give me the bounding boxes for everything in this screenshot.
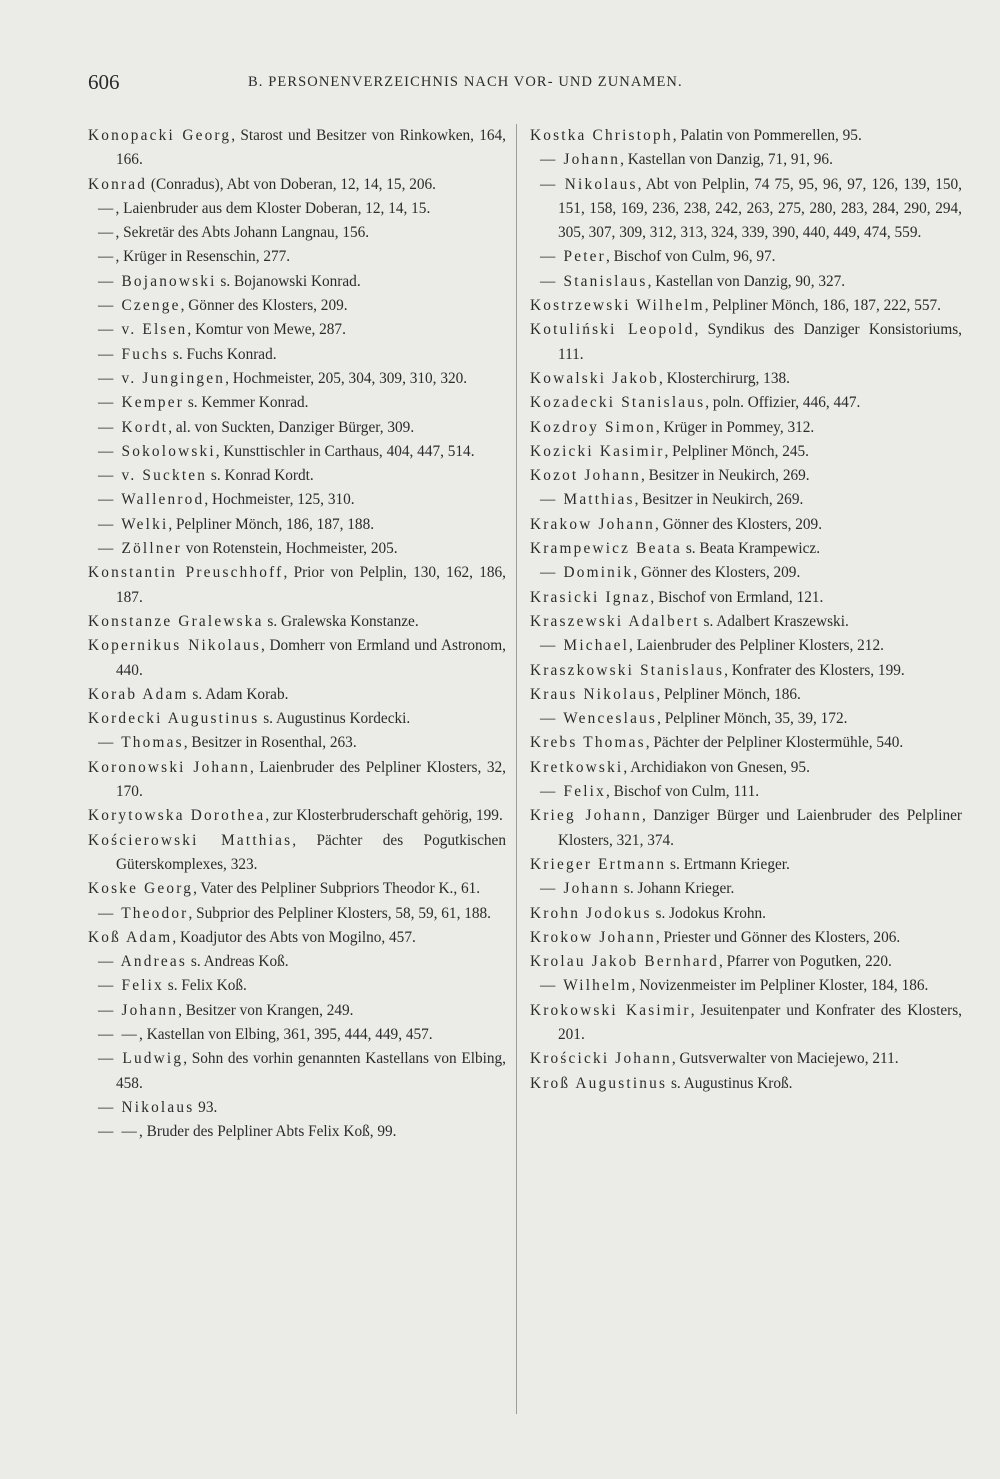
- index-entry: [530, 586, 962, 610]
- entry-text: , Laienbruder des Pelpliner Klosters, 32, 170.: [116, 758, 506, 801]
- index-entry: [88, 804, 506, 828]
- entry-name: Kościerowski Matthias: [88, 831, 293, 849]
- entry-name: Kordecki Augustinus: [88, 710, 260, 728]
- entry-text: , Palatin von Pommerellen, 95.: [672, 127, 862, 144]
- entry-text: s. Beata Krampewicz.: [682, 540, 821, 558]
- index-entry: [88, 537, 506, 561]
- index-entry: [530, 974, 962, 998]
- entry-text: , Kastellan von Elbing, 361, 395, 444, 449, 457.: [139, 1025, 433, 1043]
- entry-name: — Fuchs: [98, 345, 170, 363]
- entry-name: —: [98, 224, 116, 242]
- index-entry: [88, 756, 506, 805]
- index-entry: [530, 416, 962, 440]
- entry-text: , Laienbruder aus dem Kloster Doberan, 12, 14, 15.: [115, 199, 431, 217]
- entry-text: , Pelpliner Mönch, 186.: [656, 685, 801, 703]
- entry-text: , Abt von Pelplin, 74 75, 95, 96, 97, 126, 139, 150, 151, 158, 169, 236, 238, 242, 263, 275, 280, 283, 284, 290, 294, 305, 307, 309, 312, 313, 324, 339, 390, 440, 449, 474, 559.: [558, 175, 963, 242]
- entry-text: , Kastellan von Danzig, 90, 327.: [647, 272, 846, 290]
- entry-name: — Matthias: [540, 491, 635, 509]
- index-entry: [530, 634, 962, 658]
- index-entry: [88, 829, 506, 878]
- index-entry: [530, 1072, 962, 1096]
- entry-text: , Krüger in Resenschin, 277.: [115, 248, 291, 266]
- entry-name: Krokow Johann: [530, 928, 656, 946]
- entry-name: — Wenceslaus: [540, 710, 658, 728]
- entry-text: (Conradus), Abt von Doberan, 12, 14, 15, 206.: [147, 175, 436, 193]
- entry-text: , Jesuitenpater und Konfrater des Klosters, 201.: [558, 1001, 962, 1043]
- entry-name: — Michael: [540, 637, 630, 655]
- entry-name: Koske Georg: [88, 880, 194, 898]
- index-entry: [88, 294, 506, 318]
- entry-text: 93.: [194, 1098, 218, 1116]
- entry-name: Kotuliński Leopold: [530, 321, 695, 339]
- entry-text: , Laienbruder des Pelpliner Klosters, 212.: [629, 637, 884, 655]
- entry-name: — Johann: [540, 880, 621, 898]
- index-entry: [530, 318, 962, 367]
- index-entry: [530, 877, 962, 901]
- entry-text: s. Adalbert Kraszewski.: [699, 612, 849, 630]
- entry-text: , Bischof von Culm, 96, 97.: [605, 248, 776, 266]
- index-entry: [88, 902, 506, 926]
- entry-text: , Sohn des vorhin genannten Kastellans von Elbing, 458.: [116, 1050, 507, 1092]
- entry-text: , Besitzer in Neukirch, 269.: [634, 491, 804, 509]
- index-entry: [88, 245, 506, 269]
- index-entry: [88, 950, 506, 974]
- entry-text: , al. von Suckten, Danziger Bürger, 309.: [168, 418, 415, 436]
- index-entry: [530, 124, 962, 148]
- entry-text: , Pelpliner Mönch, 186, 187, 222, 557.: [704, 297, 941, 315]
- entry-text: , Gönner des Klosters, 209.: [180, 297, 348, 315]
- index-entry: [530, 537, 962, 561]
- index-entry: [88, 124, 506, 173]
- index-entry: [88, 707, 506, 731]
- index-entry: [88, 1096, 506, 1120]
- index-entry: [530, 804, 962, 853]
- entry-name: — —: [98, 1025, 140, 1043]
- entry-name: Korytowska Dorothea: [88, 807, 266, 825]
- entry-text: , Koadjutor des Abts von Mogilno, 457.: [172, 928, 416, 946]
- entry-name: — Kordt: [98, 418, 169, 436]
- entry-name: — Stanislaus: [540, 272, 648, 290]
- index-entry: [88, 391, 506, 415]
- entry-text: , Klosterchirurg, 138.: [658, 369, 790, 387]
- index-entry: [88, 634, 506, 683]
- entry-text: s. Augustinus Kroß.: [667, 1074, 793, 1092]
- entry-name: — Nikolaus: [540, 175, 638, 193]
- running-title: B. PERSONENVERZEICHNIS NACH VOR- UND ZUNAMEN.: [248, 74, 683, 90]
- index-entry: [530, 999, 962, 1048]
- entry-name: Krieg Johann: [530, 807, 642, 825]
- entry-text: , Komtur von Mewe, 287.: [187, 321, 346, 339]
- entry-name: Krasicki Ignaz: [530, 588, 651, 606]
- index-entry: [530, 853, 962, 877]
- entry-name: Kretkowski: [530, 758, 624, 776]
- index-entry: [530, 707, 962, 731]
- page-number: 606: [88, 70, 120, 94]
- index-entry: [530, 926, 962, 950]
- entry-text: , Archidiakon von Gnesen, 95.: [623, 758, 810, 776]
- entry-name: — v. Jungingen: [98, 369, 226, 387]
- entry-text: s. Konrad Kordt.: [207, 467, 314, 485]
- entry-text: , Vater des Pelpliner Subpriors Theodor K., 61.: [193, 880, 481, 898]
- index-entry: [88, 731, 506, 755]
- entry-name: Kozdroy Simon: [530, 418, 656, 436]
- entry-text: , Pelpliner Mönch, 186, 187, 188.: [168, 515, 375, 533]
- entry-name: Krościcki Johann: [530, 1050, 672, 1068]
- entry-text: , Priester und Gönner des Klosters, 206.: [655, 928, 901, 946]
- entry-name: Kroß Augustinus: [530, 1074, 668, 1092]
- left-column: [88, 124, 506, 1144]
- entry-text: , Gönner des Klosters, 209.: [633, 564, 801, 582]
- entry-text: , Danziger Bürger und Laienbruder des Pelpliner Klosters, 321, 374.: [558, 807, 962, 849]
- entry-text: , Krüger in Pommey, 312.: [655, 418, 815, 436]
- entry-name: — Johann: [540, 151, 621, 169]
- entry-name: — —: [98, 1123, 140, 1141]
- entry-name: — Wilhelm: [540, 977, 632, 995]
- entry-text: s. Adam Korab.: [188, 685, 289, 703]
- entry-name: Kozot Johann: [530, 467, 641, 485]
- entry-text: , Syndikus des Danziger Konsistoriums, 111.: [558, 321, 962, 363]
- entry-text: , Subprior des Pelpliner Klosters, 58, 59, 61, 188.: [188, 904, 491, 922]
- entry-name: — Kemper: [98, 394, 184, 412]
- entry-text: s. Gralewska Konstanze.: [263, 612, 419, 630]
- entry-text: s. Andreas Koß.: [187, 953, 289, 971]
- entry-text: , Besitzer in Rosenthal, 263.: [183, 734, 357, 752]
- entry-text: s. Ertmann Krieger.: [666, 855, 790, 873]
- index-entry: [530, 488, 962, 512]
- index-entry: [530, 294, 962, 318]
- entry-text: , Pfarrer von Pogutken, 220.: [718, 953, 892, 971]
- entry-text: , Pächter des Pogutkischen Güterskomplexes, 323.: [116, 831, 506, 873]
- index-entry: [530, 440, 962, 464]
- entry-name: — Ludwig: [98, 1050, 184, 1068]
- index-entry: [530, 902, 962, 926]
- index-entry: [530, 731, 962, 755]
- entry-text: , Gutsverwalter von Maciejewo, 211.: [671, 1050, 899, 1068]
- index-entry: [530, 561, 962, 585]
- entry-name: — Dominik: [540, 564, 634, 582]
- index-entry: [530, 950, 962, 974]
- entry-name: Kraszkowski Stanislaus: [530, 661, 725, 679]
- index-entry: [88, 221, 506, 245]
- entry-name: Krohn Jodokus: [530, 904, 652, 922]
- entry-text: , Bruder des Pelpliner Abts Felix Koß, 99.: [139, 1123, 397, 1141]
- index-entry: [88, 926, 506, 950]
- entry-text: s. Bojanowski Konrad.: [216, 272, 361, 290]
- index-entry: [88, 561, 506, 610]
- entry-name: —: [98, 248, 116, 266]
- index-entry: [88, 270, 506, 294]
- entry-text: , Pächter der Pelpliner Klostermühle, 540.: [645, 734, 904, 752]
- index-entry: [88, 974, 506, 998]
- index-entry: [88, 877, 506, 901]
- entry-text: , Besitzer von Krangen, 249.: [178, 1001, 354, 1019]
- entry-name: Krokowski Kasimir: [530, 1001, 691, 1019]
- entry-text: , Hochmeister, 205, 304, 309, 310, 320.: [225, 369, 468, 387]
- entry-text: , Gönner des Klosters, 209.: [655, 515, 823, 533]
- entry-text: s. Kemmer Konrad.: [184, 394, 309, 412]
- entry-text: , Besitzer in Neukirch, 269.: [640, 467, 810, 485]
- entry-text: s. Augustinus Kordecki.: [259, 710, 411, 728]
- entry-name: Kraus Nikolaus: [530, 685, 657, 703]
- index-entry: [88, 999, 506, 1023]
- entry-name: —: [98, 199, 116, 217]
- entry-text: , Pelpliner Mönch, 245.: [664, 442, 809, 460]
- entry-name: Krampewicz Beata: [530, 540, 682, 558]
- entry-name: Krolau Jakob Bernhard: [530, 953, 719, 971]
- index-entry: [530, 756, 962, 780]
- index-entry: [88, 464, 506, 488]
- entry-name: — v. Suckten: [98, 467, 208, 485]
- entry-text: , Pelpliner Mönch, 35, 39, 172.: [657, 710, 848, 728]
- index-entry: [530, 1047, 962, 1071]
- index-entry: [88, 197, 506, 221]
- entry-text: s. Jodokus Krohn.: [651, 904, 766, 922]
- index-entry: [530, 513, 962, 537]
- index-entry: [88, 1047, 506, 1096]
- entry-text: s. Fuchs Konrad.: [169, 345, 277, 363]
- entry-name: — v. Elsen: [98, 321, 188, 339]
- entry-name: — Nikolaus: [98, 1098, 195, 1116]
- index-entry: [530, 270, 962, 294]
- index-entry: [88, 343, 506, 367]
- index-entry: [530, 148, 962, 172]
- index-entry: [530, 173, 962, 246]
- entry-text: s. Johann Krieger.: [620, 880, 735, 898]
- entry-name: Konrad: [88, 175, 148, 193]
- entry-name: Konstantin Preuschhoff: [88, 564, 284, 582]
- index-entry: [88, 440, 506, 464]
- index-entry: [88, 610, 506, 634]
- entry-name: — Theodor: [98, 904, 189, 922]
- entry-name: Kostka Christoph: [530, 127, 673, 144]
- index-entry: [530, 683, 962, 707]
- entry-text: , Sekretär des Abts Johann Langnau, 156.: [115, 224, 370, 242]
- entry-name: — Andreas: [98, 953, 188, 971]
- index-entry: [88, 683, 506, 707]
- entry-name: Koronowski Johann: [88, 758, 250, 776]
- index-entry: [88, 416, 506, 440]
- entry-name: — Johann: [98, 1001, 179, 1019]
- entry-name: — Sokolowski: [98, 442, 216, 460]
- entry-name: — Thomas: [98, 734, 184, 752]
- index-entry: [530, 464, 962, 488]
- entry-name: Kozicki Kasimir: [530, 442, 665, 460]
- entry-name: Krieger Ertmann: [530, 855, 667, 873]
- entry-name: — Felix: [98, 977, 164, 995]
- index-entry: [88, 1120, 506, 1144]
- entry-name: Korab Adam: [88, 685, 189, 703]
- entry-text: , poln. Offizier, 446, 447.: [705, 394, 861, 412]
- entry-name: Kraszewski Adalbert: [530, 612, 700, 630]
- index-entry: [88, 488, 506, 512]
- index-entry: [88, 513, 506, 537]
- entry-text: von Rotenstein, Hochmeister, 205.: [181, 540, 398, 558]
- index-entry: [88, 367, 506, 391]
- entry-name: — Zöllner: [98, 540, 182, 558]
- entry-name: Krebs Thomas: [530, 734, 646, 752]
- entry-name: — Czenge: [98, 297, 181, 315]
- entry-text: , Kastellan von Danzig, 71, 91, 96.: [620, 151, 833, 169]
- index-entry: [530, 780, 962, 804]
- entry-text: , Kunsttischler in Carthaus, 404, 447, 514.: [215, 442, 475, 460]
- entry-name: Konstanze Gralewska: [88, 612, 264, 630]
- entry-name: Krakow Johann: [530, 515, 656, 533]
- page-header: [88, 70, 882, 100]
- entry-name: — Peter: [540, 248, 606, 266]
- entry-name: — Welki: [98, 515, 169, 533]
- entry-text: , Konfrater des Klosters, 199.: [724, 661, 905, 679]
- entry-text: , Hochmeister, 125, 310.: [204, 491, 355, 509]
- entry-text: , Prior von Pelplin, 130, 162, 186, 187.: [116, 564, 506, 606]
- entry-text: , Bischof von Culm, 111.: [605, 783, 760, 801]
- entry-name: — Bojanowski: [98, 272, 217, 290]
- entry-text: s. Felix Koß.: [163, 977, 247, 995]
- column-divider: [516, 124, 517, 1414]
- entry-text: , zur Klosterbruderschaft gehörig, 199.: [265, 807, 503, 825]
- entry-text: , Novizenmeister im Pelpliner Kloster, 184, 186.: [631, 977, 929, 995]
- right-column: [530, 124, 962, 1096]
- index-entry: [530, 245, 962, 269]
- entry-name: — Felix: [540, 783, 606, 801]
- index-entry: [530, 391, 962, 415]
- entry-name: — Wallenrod: [98, 491, 205, 509]
- entry-name: Kowalski Jakob: [530, 369, 659, 387]
- index-entry: [530, 659, 962, 683]
- entry-text: , Domherr von Ermland und Astronom, 440.: [116, 637, 506, 679]
- entry-name: Koß Adam: [88, 928, 173, 946]
- entry-name: Kopernikus Nikolaus: [88, 637, 262, 655]
- index-entry: [88, 1023, 506, 1047]
- entry-name: Kostrzewski Wilhelm: [530, 297, 705, 315]
- entry-text: , Bischof von Ermland, 121.: [650, 588, 824, 606]
- index-entry: [88, 318, 506, 342]
- index-entry: [530, 610, 962, 634]
- index-entry: [530, 367, 962, 391]
- entry-name: Kozadecki Stanislaus: [530, 394, 706, 412]
- entry-name: Konopacki Georg: [88, 127, 232, 144]
- index-entry: [88, 173, 506, 197]
- entry-text: , Starost und Besitzer von Rinkowken, 164, 166.: [116, 127, 506, 169]
